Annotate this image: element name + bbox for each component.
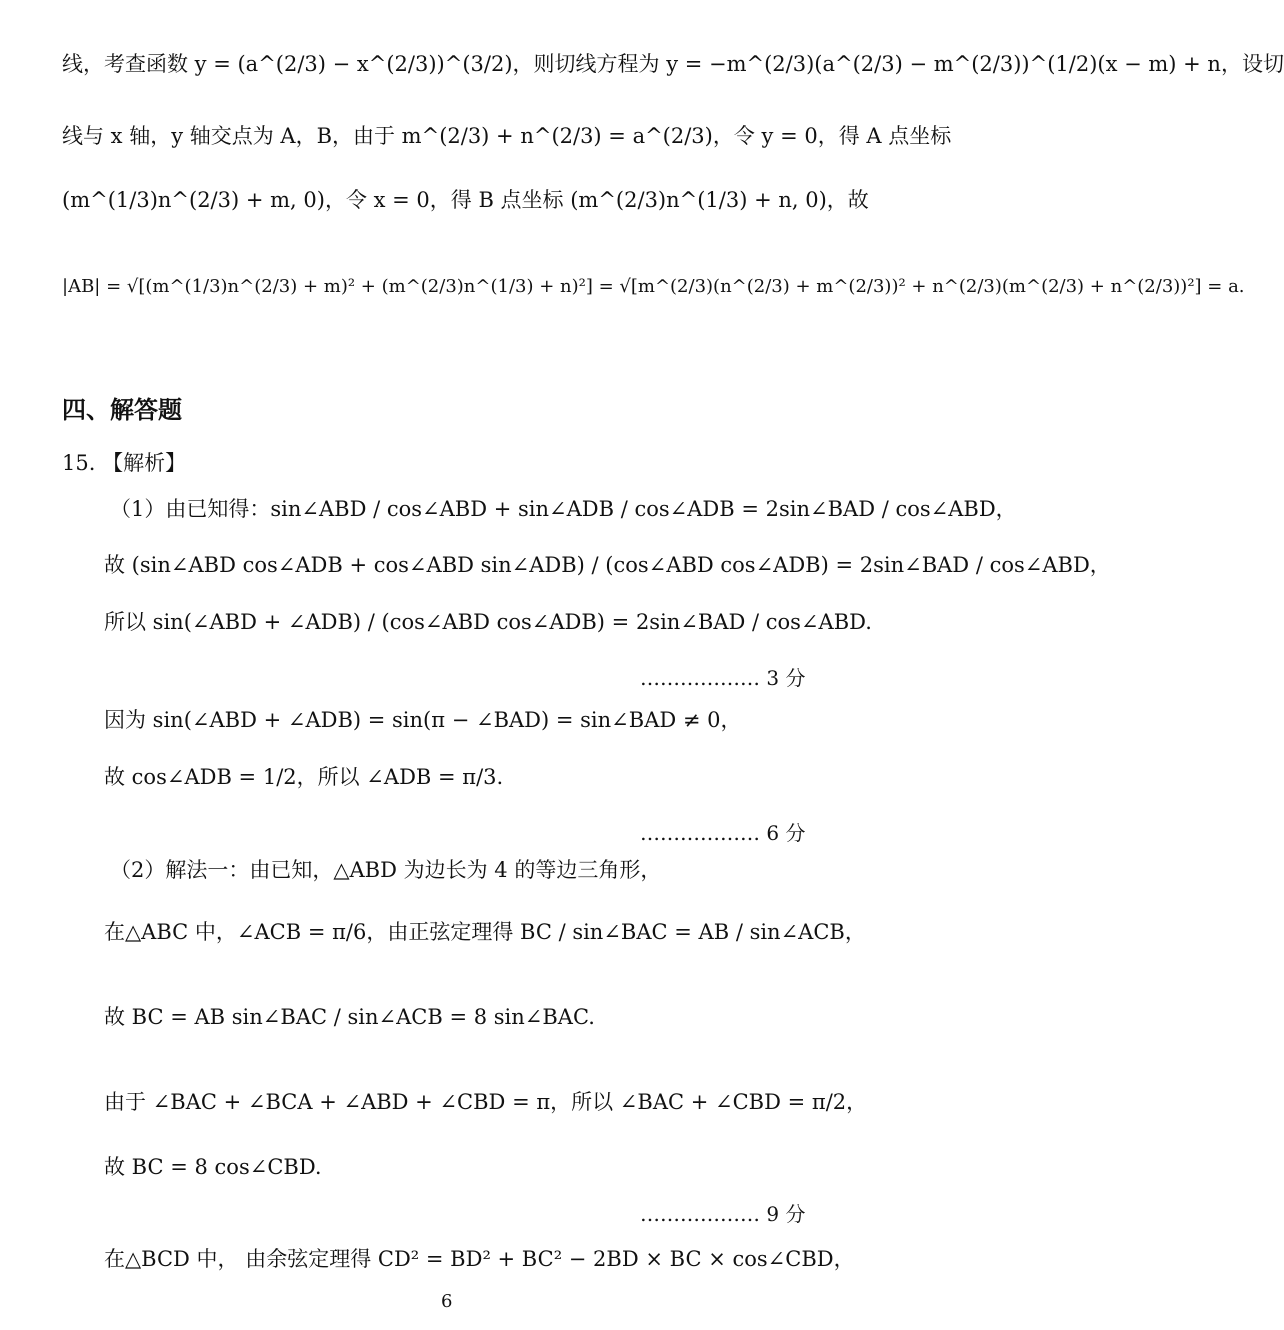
part1-line-5: 故 cos∠ADB = 1/2，所以 ∠ADB = π/3. [104,765,504,789]
line-2: 线与 x 轴，y 轴交点为 A，B，由于 m^(2/3) + n^(2/3) = a^(2/3)，令 y = 0，得 A 点坐标 [62,124,952,148]
part1-line-3: 所以 sin(∠ABD + ∠ADB) / (cos∠ABD cos∠ADB) = 2sin∠BAD / cos∠ABD. [104,610,872,634]
part1-line-2: 故 (sin∠ABD cos∠ADB + cos∠ABD sin∠ADB) / (cos∠ABD cos∠ADB) = 2sin∠BAD / cos∠ABD， [104,553,1111,577]
part2-line-5: 故 BC = 8 cos∠CBD. [104,1155,322,1179]
part1-line-1: （1）由已知得：sin∠ABD / cos∠ABD + sin∠ADB / cos∠ADB = 2sin∠BAD / cos∠ABD， [110,497,1017,521]
page-number: 6 [441,1291,453,1312]
line-3: (m^(1/3)n^(2/3) + m, 0)，令 x = 0，得 B 点坐标 (m^(2/3)n^(1/3) + n, 0)，故 [62,188,869,212]
part2-line-2: 在△ABC 中，∠ACB = π/6，由正弦定理得 BC / sin∠BAC = AB / sin∠ACB， [104,920,866,944]
line-1: 线，考查函数 y = (a^(2/3) − x^(2/3))^(3/2)，则切线方程为 y = −m^(2/3)(a^(2/3) − m^(2/3))^(1/2)(x − m) + n，设切 [62,52,1284,76]
score-6: ……………… 6 分 [640,821,806,845]
section-title: 四、解答题 [62,396,182,424]
part2-line-3: 故 BC = AB sin∠BAC / sin∠ACB = 8 sin∠BAC. [104,1005,595,1029]
line-4: |AB| = √[(m^(1/3)n^(2/3) + m)² + (m^(2/3)n^(1/3) + n)²] = √[m^(2/3)(n^(2/3) + m^(2/3))² + n^(2/3)(m^(2/3) + n^(2/3))²] = a. [62,276,1245,297]
score-3: ……………… 3 分 [640,666,806,690]
part2-line-1: （2）解法一：由已知，△ABD 为边长为 4 的等边三角形， [110,858,662,882]
problem-label: 15. 【解析】 [62,451,187,475]
part2-line-6: 在△BCD 中， 由余弦定理得 CD² = BD² + BC² − 2BD × BC × cos∠CBD， [104,1247,855,1271]
part2-line-4: 由于 ∠BAC + ∠BCA + ∠ABD + ∠CBD = π，所以 ∠BAC + ∠CBD = π/2， [104,1090,868,1114]
score-9: ……………… 9 分 [640,1202,806,1226]
part1-line-4: 因为 sin(∠ABD + ∠ADB) = sin(π − ∠BAD) = sin∠BAD ≠ 0， [104,708,742,732]
